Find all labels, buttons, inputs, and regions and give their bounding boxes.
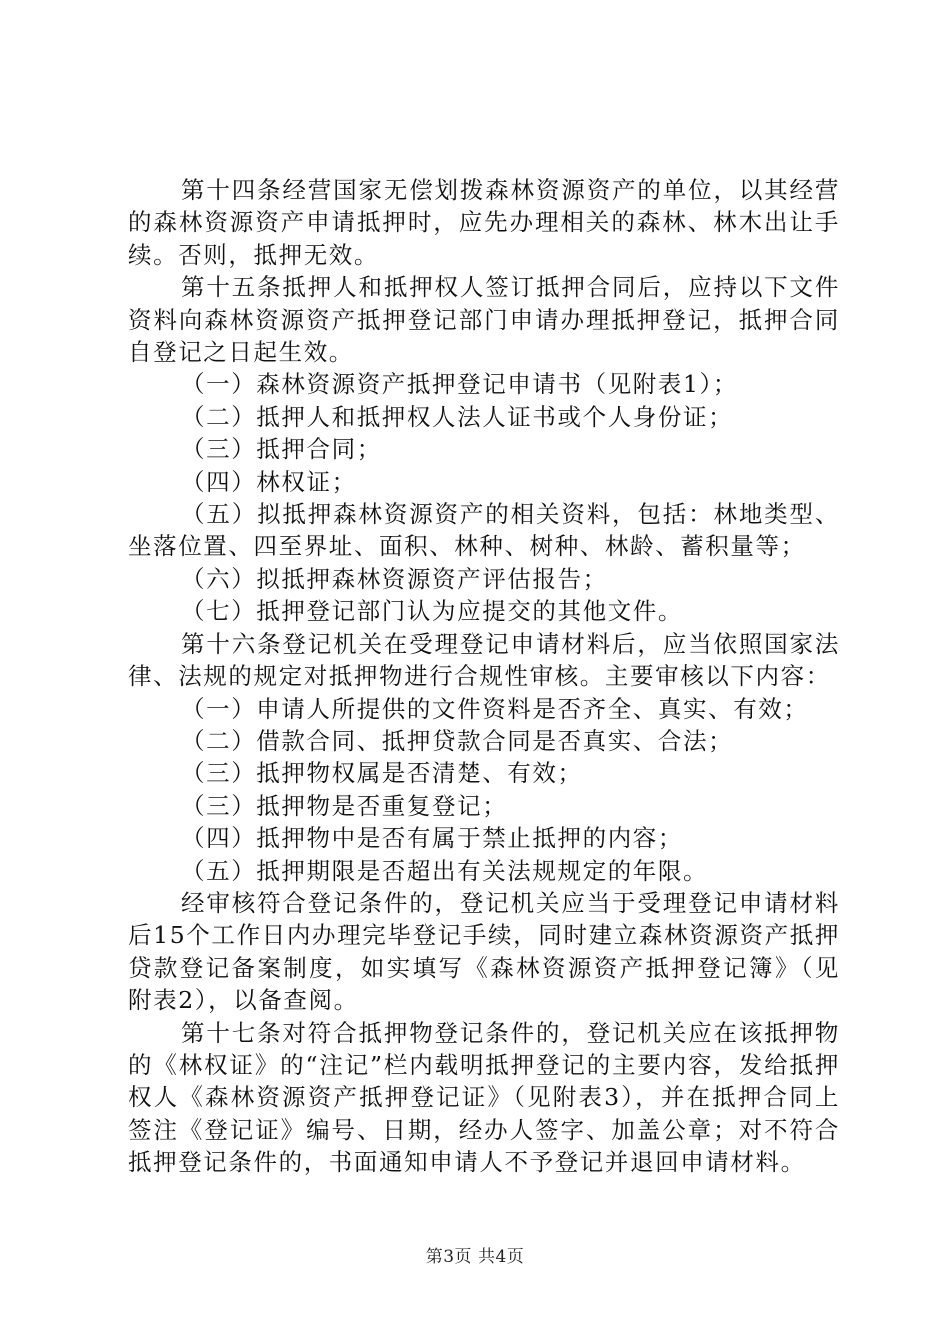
list-item: （一）森林资源资产抵押登记申请书（见附表1）；	[181, 370, 739, 399]
list-item: （三）抵押合同；	[181, 435, 382, 464]
list-item: （四）林权证；	[181, 467, 357, 496]
list-item: （二）借款合同、抵押贷款合同是否真实、合法；	[181, 726, 734, 755]
paragraph-article-17: 第十七条对符合抵押物登记条件的，登记机关应在该抵押物的《林权证》的“注记”栏内载明抵押登记的主要内容，发给抵押权人《森林资源资产抵押登记证》（见附表3），并在抵押合同上签注《登记证》编号、日期，经办人签字、加盖公章；对不符合抵押登记条件的，书面通知申请人不予登记并退回申请材料。	[128, 1018, 840, 1177]
list-item: （一）申请人所提供的文件资料是否齐全、真实、有效；	[181, 694, 809, 723]
list-item: （三）抵押物是否重复登记；	[181, 791, 508, 820]
paragraph-review-result: 经审核符合登记条件的，登记机关应当于受理登记申请材料后15个工作日内办理完毕登记手续，同时建立森林资源资产抵押贷款登记备案制度，如实填写《森林资源资产抵押登记簿》（见附表2），以备查阅。	[128, 888, 840, 1015]
paragraph-article-14: 第十四条经营国家无偿划拨森林资源资产的单位，以其经营的森林资源资产申请抵押时，应先办理相关的森林、林木出让手续。否则，抵押无效。	[128, 176, 840, 269]
list-item: （四）抵押物中是否有属于禁止抵押的内容；	[181, 824, 683, 853]
paragraph-article-15: 第十五条抵押人和抵押权人签订抵押合同后，应持以下文件资料向森林资源资产抵押登记部门申请办理抵押登记，抵押合同自登记之日起生效。	[128, 273, 840, 367]
list-item: （三）抵押物权属是否清楚、有效；	[181, 759, 583, 788]
list-item: （二）抵押人和抵押权人法人证书或个人身份证；	[181, 402, 734, 431]
list-item: （六）拟抵押森林资源资产评估报告；	[181, 564, 608, 593]
page-number-footer: 第3页 共4页	[425, 1247, 525, 1267]
paragraph-article-16: 第十六条登记机关在受理登记申请材料后，应当依照国家法律、法规的规定对抵押物进行合规性审核。主要审核以下内容：	[128, 629, 840, 691]
list-item: （五）拟抵押森林资源资产的相关资料，包括：林地类型、坐落位置、四至界址、面积、林种、树种、林龄、蓄积量等；	[128, 500, 840, 561]
list-item: （七）抵押登记部门认为应提交的其他文件。	[181, 597, 683, 626]
document-body	[128, 174, 840, 1179]
list-item: （五）抵押期限是否超出有关法规规定的年限。	[181, 856, 709, 885]
